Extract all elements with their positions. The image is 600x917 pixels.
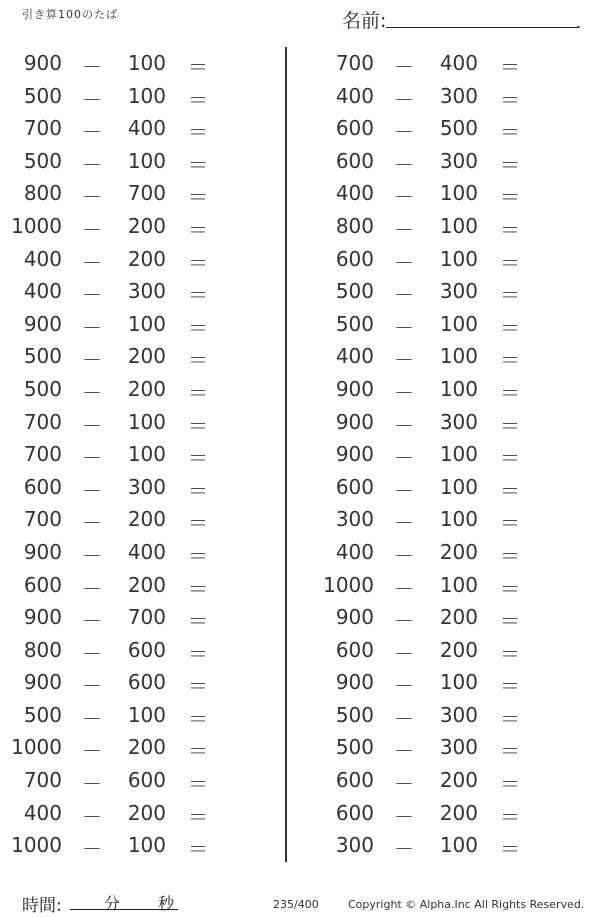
minuend: 900 [23,539,62,564]
minus-sign: － [394,543,414,568]
equals-sign: ＝ [188,837,208,862]
minuend: 600 [335,768,374,793]
subtrahend: 100 [127,51,166,75]
subtrahend: 400 [127,116,166,141]
subtrahend: 600 [127,637,166,662]
equals-sign: ＝ [500,511,520,536]
minus-sign: － [82,55,102,79]
subtrahend: 100 [127,409,166,434]
minutes-label: 分 [104,894,121,913]
equals-sign: ＝ [500,543,520,568]
minuend: 700 [335,51,374,75]
minus-sign: － [394,152,414,177]
minuend: 900 [23,670,62,695]
minuend: 700 [23,442,62,467]
minus-sign: － [394,739,414,764]
equals-sign: ＝ [188,478,208,503]
subtrahend: 200 [127,213,166,238]
minus-sign: － [394,706,414,731]
equals-sign: ＝ [188,641,208,666]
equals-sign: ＝ [188,706,208,731]
minus-sign: － [82,315,102,340]
name-field[interactable] [386,27,578,28]
minus-sign: － [82,120,102,145]
minuend: 400 [335,344,374,369]
equals-sign: ＝ [188,152,208,177]
equals-sign: ＝ [188,348,208,373]
minus-sign: － [82,250,102,275]
minus-sign: － [82,739,102,764]
subtrahend: 100 [439,833,478,858]
minuend: 500 [335,735,374,760]
minus-sign: － [394,772,414,797]
minus-sign: － [394,87,414,112]
minus-sign: － [82,576,102,601]
name-label: 名前: [342,10,387,32]
minuend: 900 [335,670,374,695]
subtrahend: 100 [127,833,166,858]
minus-sign: － [82,283,102,308]
minus-sign: － [82,511,102,536]
equals-sign: ＝ [500,837,520,862]
minuend: 500 [23,702,62,727]
equals-sign: ＝ [188,55,208,79]
minus-sign: － [394,380,414,405]
subtrahend: 100 [439,344,478,369]
subtrahend: 200 [127,800,166,825]
equals-sign: ＝ [500,609,520,634]
minuend: 500 [335,279,374,304]
minus-sign: － [82,674,102,699]
subtrahend: 200 [127,344,166,369]
subtrahend: 300 [439,735,478,760]
subtrahend: 100 [439,507,478,532]
subtrahend: 200 [127,376,166,401]
minus-sign: － [394,511,414,536]
minuend: 900 [23,311,62,336]
minus-sign: － [82,478,102,503]
equals-sign: ＝ [188,87,208,112]
minus-sign: － [82,543,102,568]
equals-sign: ＝ [500,152,520,177]
equals-sign: ＝ [500,217,520,242]
equals-sign: ＝ [500,283,520,308]
subtrahend: 700 [127,605,166,630]
time-label: 時間: [22,896,62,916]
minuend: 300 [335,833,374,858]
name-end-mark: . [576,13,582,32]
minuend: 900 [23,51,62,75]
minus-sign: － [82,772,102,797]
subtrahend: 100 [439,572,478,597]
equals-sign: ＝ [188,543,208,568]
equals-sign: ＝ [500,87,520,112]
equals-sign: ＝ [500,772,520,797]
minuend: 600 [335,637,374,662]
minus-sign: － [394,413,414,438]
minus-sign: － [394,837,414,862]
minus-sign: － [82,380,102,405]
equals-sign: ＝ [188,772,208,797]
minus-sign: － [394,185,414,210]
minuend: 600 [23,474,62,499]
equals-sign: ＝ [188,446,208,471]
minuend: 700 [23,409,62,434]
minus-sign: － [394,315,414,340]
subtrahend: 400 [439,51,478,75]
subtrahend: 300 [127,474,166,499]
subtrahend: 300 [439,148,478,173]
equals-sign: ＝ [188,739,208,764]
equals-sign: ＝ [500,348,520,373]
minuend: 600 [335,474,374,499]
copyright-notice: Copyright © Alpha.Inc All Rights Reserved. [348,898,585,911]
subtrahend: 600 [127,768,166,793]
equals-sign: ＝ [188,674,208,699]
equals-sign: ＝ [500,576,520,601]
minuend: 1000 [323,572,374,597]
minuend: 500 [23,148,62,173]
subtrahend: 600 [127,670,166,695]
minus-sign: － [82,641,102,666]
subtrahend: 200 [439,539,478,564]
minus-sign: － [82,152,102,177]
minus-sign: － [82,87,102,112]
minus-sign: － [394,120,414,145]
minuend: 400 [335,539,374,564]
minuend: 800 [23,181,62,206]
minuend: 800 [335,213,374,238]
equals-sign: ＝ [188,380,208,405]
minuend: 800 [23,637,62,662]
minuend: 600 [335,148,374,173]
minus-sign: － [82,217,102,242]
subtrahend: 200 [439,768,478,793]
minuend: 600 [23,572,62,597]
minus-sign: － [394,55,414,79]
equals-sign: ＝ [500,641,520,666]
subtrahend: 100 [439,670,478,695]
minuend: 1000 [11,833,62,858]
minus-sign: － [82,837,102,862]
subtrahend: 100 [439,246,478,271]
minuend: 600 [335,246,374,271]
subtrahend: 100 [439,442,478,467]
equals-sign: ＝ [500,804,520,829]
equals-sign: ＝ [188,217,208,242]
minuend: 1000 [11,735,62,760]
minuend: 900 [335,376,374,401]
equals-sign: ＝ [500,185,520,210]
equals-sign: ＝ [188,609,208,634]
minus-sign: － [394,217,414,242]
minus-sign: － [394,250,414,275]
subtrahend: 100 [127,148,166,173]
subtrahend: 200 [439,800,478,825]
equals-sign: ＝ [188,576,208,601]
minus-sign: － [82,706,102,731]
minuend: 500 [23,83,62,108]
equals-sign: ＝ [500,315,520,340]
minus-sign: － [394,674,414,699]
subtrahend: 300 [439,83,478,108]
equals-sign: ＝ [188,283,208,308]
minus-sign: － [394,348,414,373]
subtrahend: 400 [127,539,166,564]
equals-sign: ＝ [188,511,208,536]
subtrahend: 300 [127,279,166,304]
minus-sign: － [82,446,102,471]
subtrahend: 100 [127,442,166,467]
equals-sign: ＝ [500,250,520,275]
seconds-label: 秒 [158,894,175,913]
subtrahend: 200 [439,637,478,662]
minus-sign: － [394,576,414,601]
minuend: 600 [335,800,374,825]
minus-sign: － [82,348,102,373]
minuend: 500 [23,376,62,401]
minuend: 700 [23,507,62,532]
subtrahend: 300 [439,409,478,434]
equals-sign: ＝ [500,739,520,764]
subtrahend: 300 [439,702,478,727]
subtrahend: 100 [127,83,166,108]
minuend: 700 [23,768,62,793]
equals-sign: ＝ [188,250,208,275]
subtrahend: 100 [439,181,478,206]
minus-sign: － [394,478,414,503]
subtrahend: 100 [127,311,166,336]
equals-sign: ＝ [188,804,208,829]
equals-sign: ＝ [188,185,208,210]
equals-sign: ＝ [500,674,520,699]
equals-sign: ＝ [188,120,208,145]
equals-sign: ＝ [188,413,208,438]
subtrahend: 100 [439,474,478,499]
page-number: 235/400 [273,898,319,911]
minus-sign: － [394,804,414,829]
subtrahend: 100 [439,213,478,238]
minuend: 400 [23,800,62,825]
minuend: 400 [335,181,374,206]
equals-sign: ＝ [500,706,520,731]
subtrahend: 500 [439,116,478,141]
minus-sign: － [394,641,414,666]
minuend: 500 [335,702,374,727]
minus-sign: － [82,804,102,829]
minuend: 400 [23,246,62,271]
minus-sign: － [82,609,102,634]
minuend: 300 [335,507,374,532]
subtrahend: 200 [127,507,166,532]
subtrahend: 300 [439,279,478,304]
subtrahend: 100 [127,702,166,727]
equals-sign: ＝ [500,55,520,79]
equals-sign: ＝ [500,413,520,438]
minus-sign: － [82,413,102,438]
minuend: 500 [335,311,374,336]
equals-sign: ＝ [500,380,520,405]
minuend: 900 [335,409,374,434]
minuend: 1000 [11,213,62,238]
subtrahend: 200 [127,246,166,271]
subtrahend: 100 [439,311,478,336]
minus-sign: － [394,283,414,308]
minuend: 900 [335,605,374,630]
minuend: 400 [335,83,374,108]
equals-sign: ＝ [500,478,520,503]
minuend: 500 [23,344,62,369]
minuend: 900 [23,605,62,630]
subtrahend: 100 [439,376,478,401]
minus-sign: － [82,185,102,210]
minuend: 400 [23,279,62,304]
minus-sign: － [394,609,414,634]
equals-sign: ＝ [500,120,520,145]
subtrahend: 200 [127,572,166,597]
equals-sign: ＝ [188,315,208,340]
subtrahend: 200 [439,605,478,630]
minuend: 600 [335,116,374,141]
column-divider [285,47,287,862]
equals-sign: ＝ [500,446,520,471]
minus-sign: － [394,446,414,471]
minuend: 700 [23,116,62,141]
subtrahend: 200 [127,735,166,760]
subtrahend: 700 [127,181,166,206]
worksheet-title: 引き算100のたば [22,8,118,21]
minuend: 900 [335,442,374,467]
